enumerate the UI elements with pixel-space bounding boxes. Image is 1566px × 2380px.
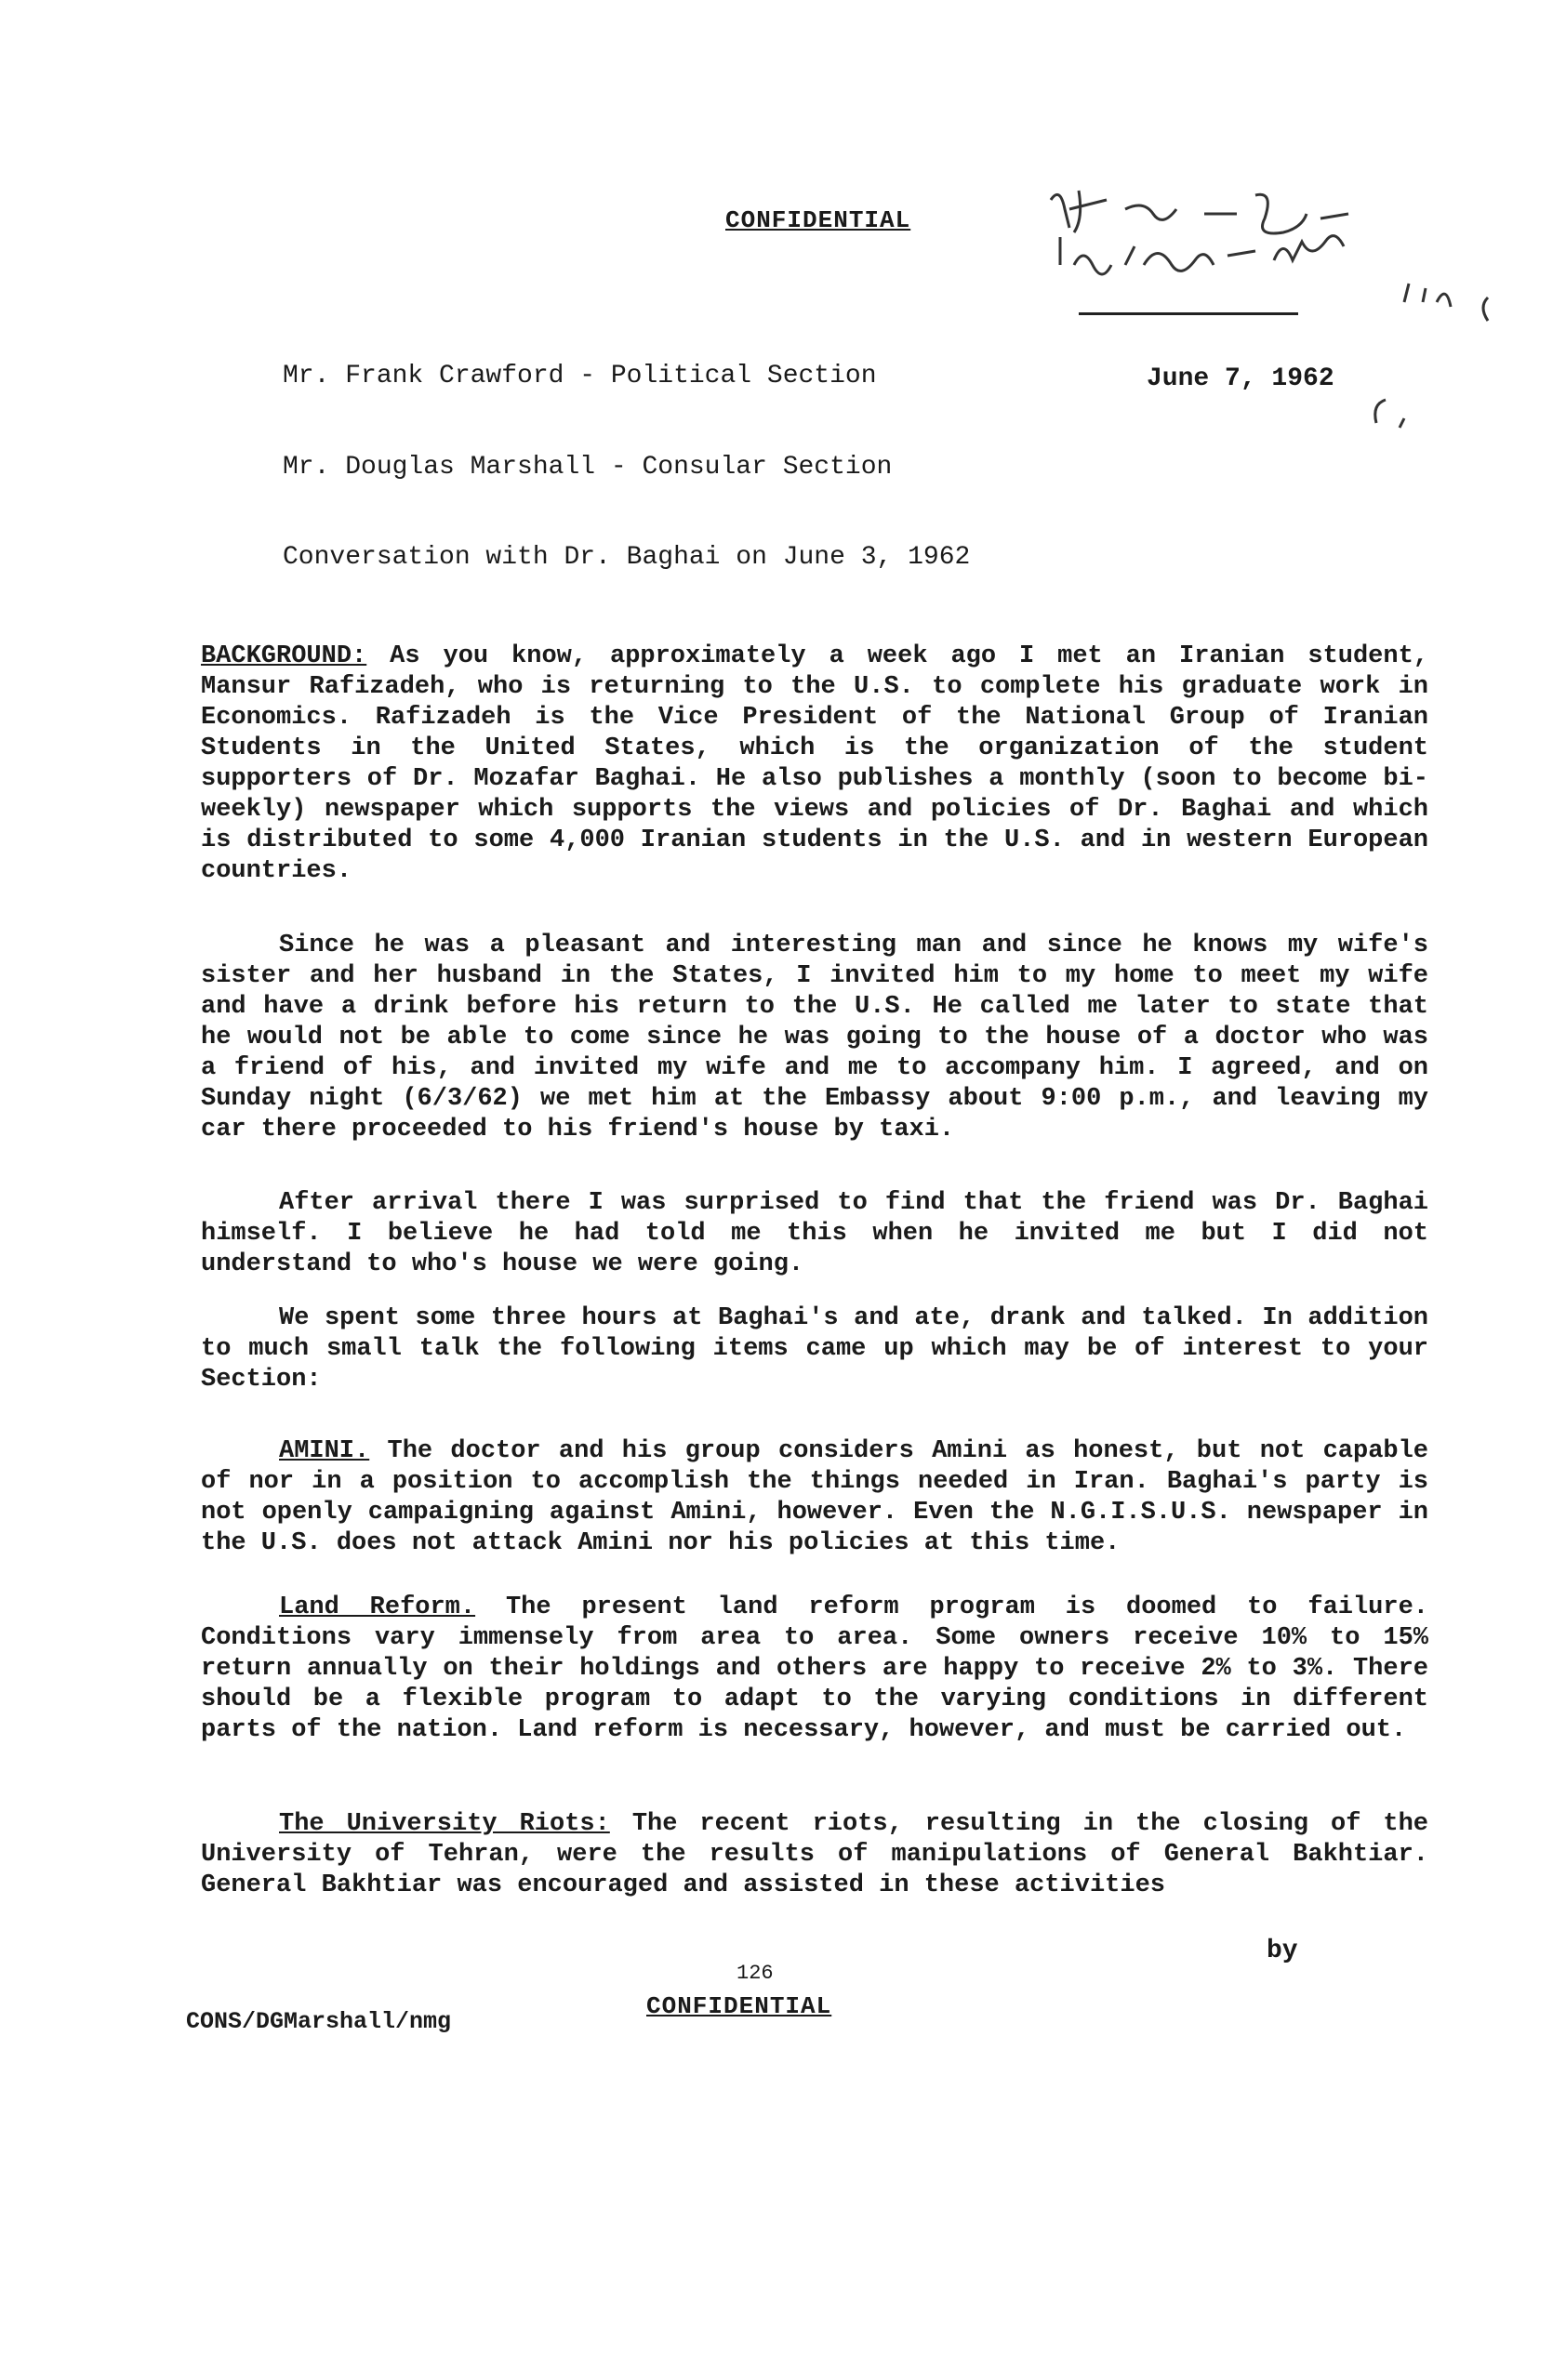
classification-bottom: CONFIDENTIAL	[646, 1992, 832, 2020]
reference-line: CONS/DGMarshall/nmg	[186, 2008, 452, 2035]
continued-marker: by	[1267, 1937, 1298, 1965]
university-riots-label: The University Riots:	[279, 1810, 610, 1838]
handwriting-scribble	[1042, 181, 1506, 339]
paragraph-amini	[201, 1436, 1428, 1559]
paragraph-background	[201, 641, 1428, 887]
page-number: 126	[737, 1962, 774, 1985]
land-reform-text: The present land reform program is doomed to failure. Conditions vary immensely from area to area. Some owners receive 10% to 15% return annually on their holdings and others are happy to receive 2% to 3%. There should be a flexible program to adapt to the varying conditions in different parts of the nation. Land reform is necessary, however, and must be carried out.	[201, 1593, 1428, 1744]
subject-line: Conversation with Dr. Baghai on June 3, 1962	[283, 543, 971, 572]
paragraph-invitation	[201, 931, 1428, 1145]
background-text: As you know, approximately a week ago I met an Iranian student, Mansur Rafizadeh, who is returning to the U.S. to complete his graduate work in Economics. Rafizadeh is the Vice President of the National Group of Iranian Students in the United States, which is the organization of the student supporters of Dr. Mozafar Baghai. He also publishes a monthly (soon to become bi-weekly) newspaper which supports the views and policies of Dr. Baghai and which is distributed to some 4,000 Iranian students in the U.S. and in western European countries.	[201, 642, 1428, 885]
from-line: Mr. Douglas Marshall - Consular Section	[283, 453, 893, 482]
university-riots-text: The recent riots, resulting in the closing of the University of Tehran, were the results of manipulations of General Bakhtiar. General Bakhtiar was encouraged and assisted in these activities	[201, 1810, 1428, 1899]
handwritten-annotation	[1042, 181, 1506, 348]
paragraph-land-reform	[201, 1593, 1428, 1746]
arrival-text: After arrival there I was surprised to find that the friend was Dr. Baghai himself. I believe he had told me this when he invited me but I did not understand to who's house we were going.	[201, 1189, 1428, 1278]
amini-label: AMINI.	[279, 1437, 370, 1465]
to-line: Mr. Frank Crawford - Political Section	[283, 362, 877, 390]
handwriting-underline	[1079, 312, 1298, 315]
memo-date: June 7, 1962	[1147, 364, 1334, 393]
paragraph-arrival	[201, 1188, 1428, 1280]
paragraph-university-riots	[201, 1809, 1428, 1901]
paragraph-conversation	[201, 1303, 1428, 1395]
handwritten-mark	[1367, 390, 1423, 442]
invitation-text: Since he was a pleasant and interesting man and since he knows my wife's sister and her husband in the States, I invited him to my home to meet my wife and have a drink before his return to the U.S. He called me later to state that he would not be able to come since he was going to the house of a doctor who was a friend of his, and invited my wife and me to accompany him. I agreed, and on Sunday night (6/3/62) we met him at the Embassy about 9:00 p.m., and leaving my car there proceeded to his friend's house by taxi.	[201, 932, 1428, 1144]
conversation-text: We spent some three hours at Baghai's and ate, drank and talked. In addition to much small talk the following items came up which may be of interest to your Section:	[201, 1304, 1428, 1394]
background-label: BACKGROUND:	[201, 642, 367, 670]
land-reform-label: Land Reform.	[279, 1593, 476, 1621]
amini-text: The doctor and his group considers Amini as honest, but not capable of nor in a position to accomplish the things needed in Iran. Baghai's party is not openly campaigning against Amini, however. Even the N.G.I.S.U.S. newspaper in the U.S. does not attack Amini nor his policies at this time.	[201, 1437, 1429, 1557]
classification-top: CONFIDENTIAL	[725, 206, 911, 234]
